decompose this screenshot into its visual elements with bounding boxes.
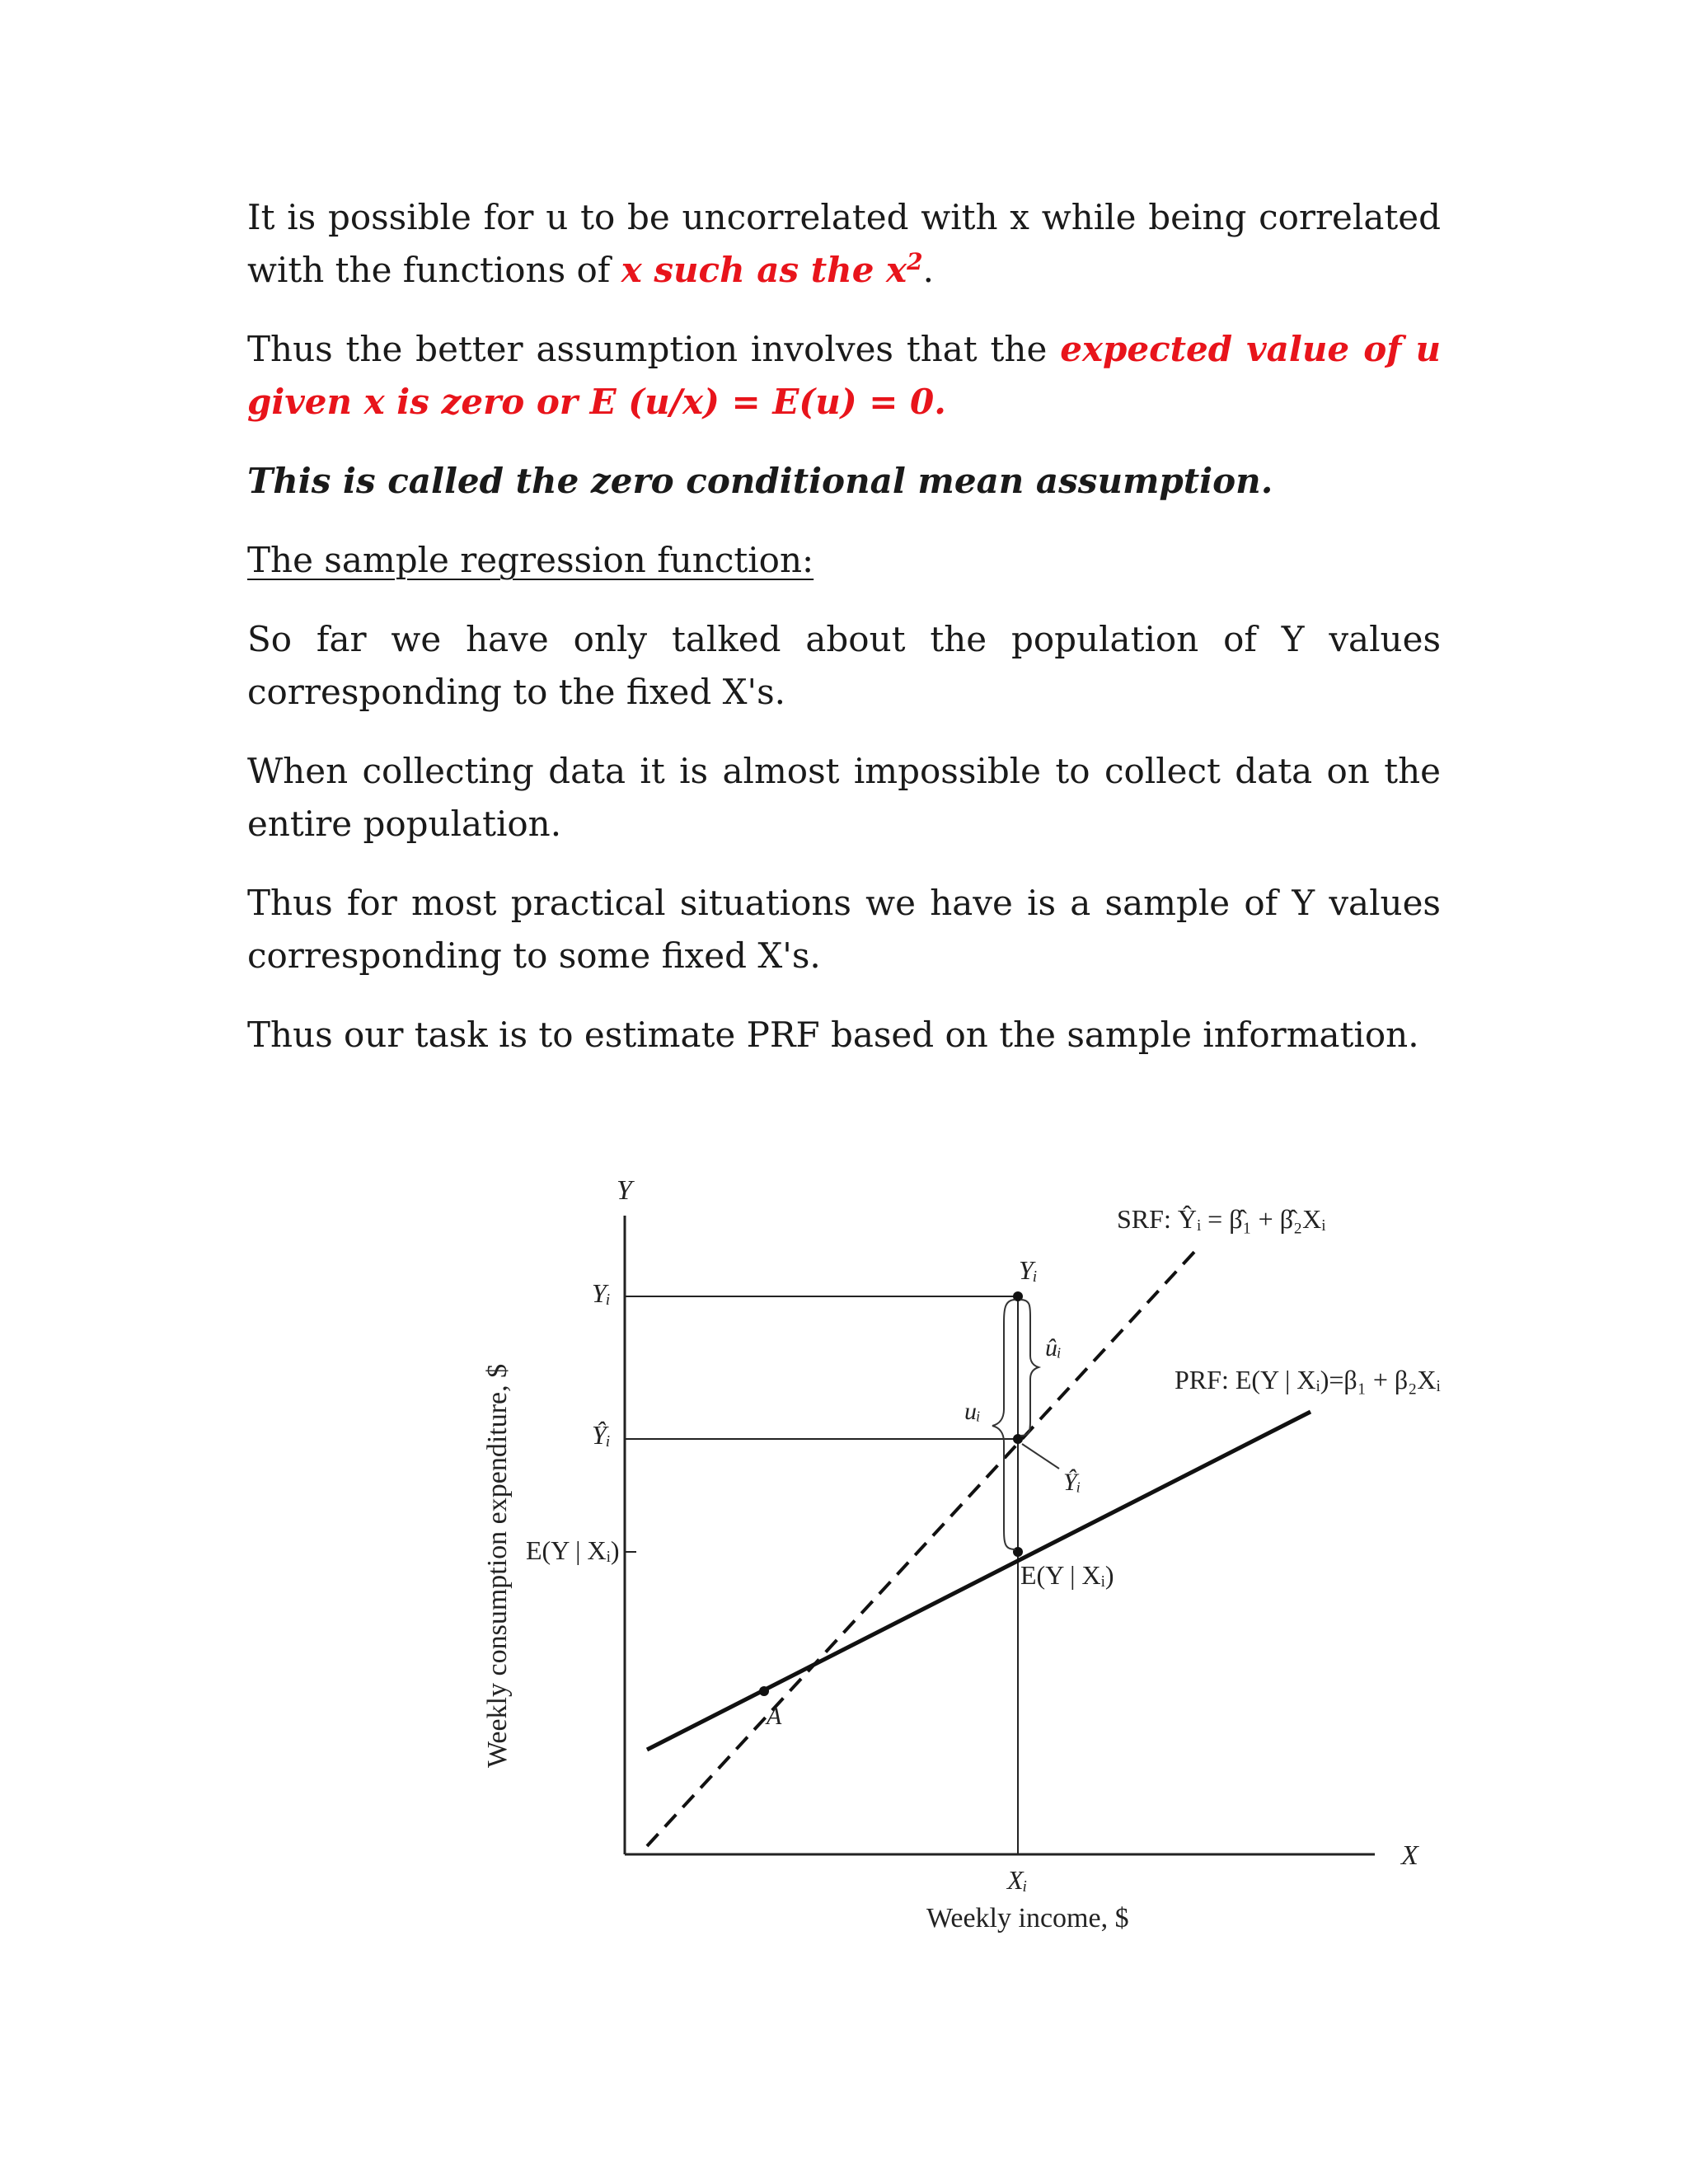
label-a: A [767,1703,782,1730]
prf-label: PRF: E(Y | Xᵢ)=β₁ + β₂Xᵢ [1175,1365,1441,1394]
section-heading: The sample regression function: [247,540,814,580]
label-uhat: ûᵢ [1045,1334,1062,1361]
x-axis-label: Weekly income, $ [926,1903,1129,1933]
paragraph-1-period: . [922,250,934,290]
u-brace [992,1300,1015,1549]
y-axis-label: Weekly consumption expenditure, $ [482,1363,513,1768]
label-yi: Yᵢ [1019,1255,1038,1285]
paragraph-6: Thus for most practical situations we have is a sample of Y values corresponding to some fixed X's. [247,883,1441,976]
paragraph-1-text: It is possible for u to be uncorrelated with x while being correlated with the functions of [247,197,1441,290]
superscript-2: 2 [907,248,923,275]
y-axis-name: Y [617,1175,632,1206]
ytick-yhat: Ŷᵢ [592,1420,611,1450]
paragraph-5: When collecting data it is almost impossible to collect data on the entire population. [247,751,1441,844]
x-axis-name: X [1401,1840,1418,1871]
label-u: uᵢ [964,1398,981,1425]
uhat-brace [1020,1300,1039,1436]
srf-line [647,1251,1195,1846]
xtick-xi: Xᵢ [1007,1865,1028,1895]
paragraph-2-text: Thus the better assumption involves that the [247,329,1061,369]
point-eyx [1013,1547,1023,1557]
label-eyx: E(Y | Xᵢ) [1020,1560,1114,1590]
paragraph-2-highlight: expected value of u given x is zero or E (u/x) = E(u) = 0. [247,329,1441,422]
paragraph-4: So far we have only talked about the population of Y values corresponding to the fixed X's. [247,619,1441,712]
paragraph-1-red: x such as the x [621,250,907,290]
prf-line [647,1412,1311,1750]
paragraph-7: Thus our task is to estimate PRF based on the sample information. [247,1015,1419,1055]
yhat-leader [1022,1444,1059,1469]
srf-label: SRF: Ŷᵢ = β̂₁ + β̂₂Xᵢ [1117,1204,1326,1234]
point-a [759,1686,769,1696]
label-yhat: Ŷᵢ [1063,1469,1081,1496]
ytick-yi: Yᵢ [592,1278,611,1308]
ytick-eyx: E(Y | Xᵢ) [526,1535,620,1565]
paragraph-3: This is called the zero conditional mean assumption. [247,461,1273,501]
